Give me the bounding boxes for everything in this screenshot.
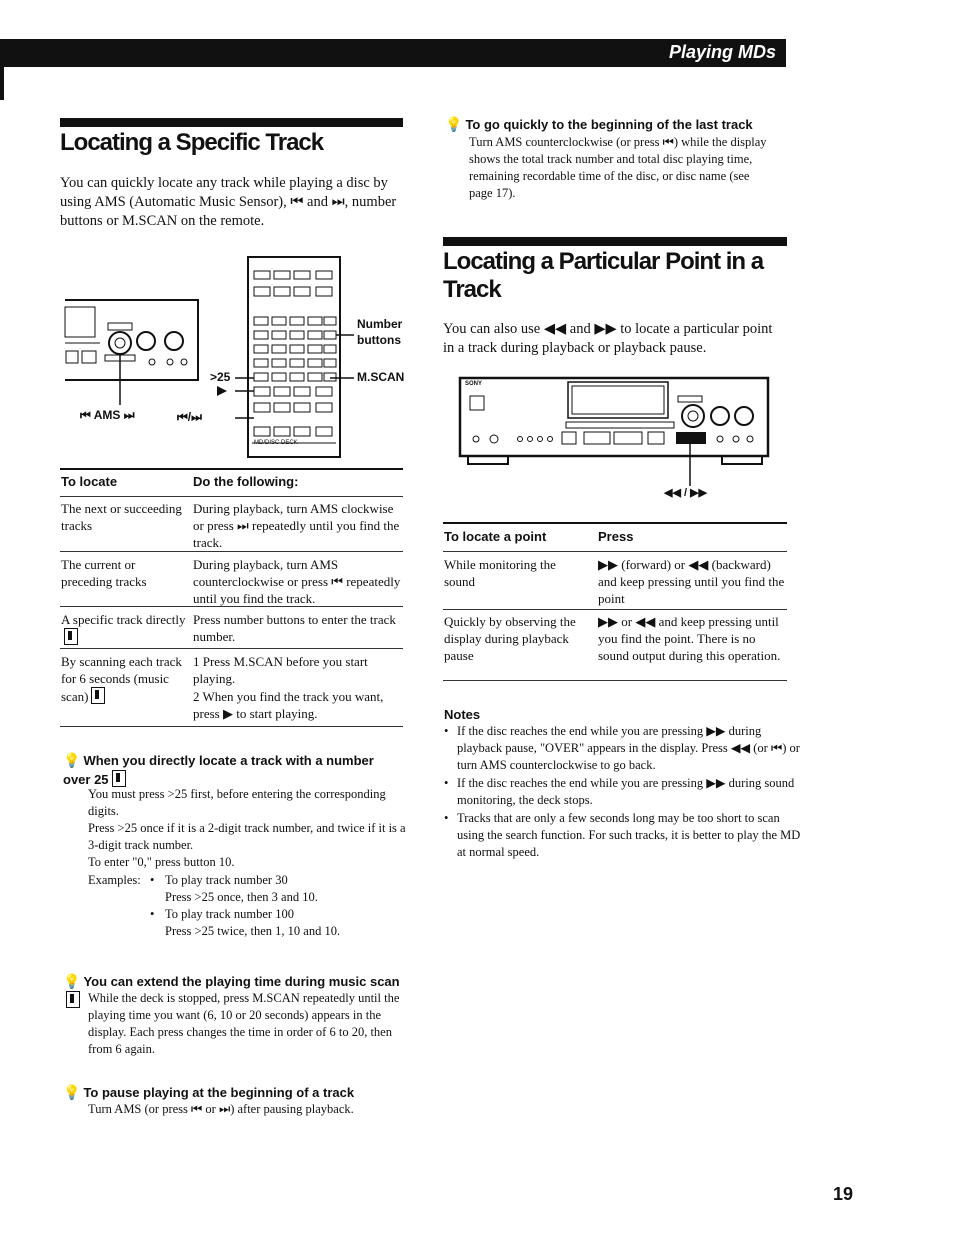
title-rule [60,118,403,127]
table-rule [60,606,403,607]
examples-label: Examples: [88,873,141,887]
deck-front-diagram [458,376,770,501]
left-intro: You can quickly locate any track while playing a disc by using AMS (Automatic Music Sensor), ⏮ and ⏭, number buttons or M.SCAN on the remote. [60,175,397,229]
lightbulb-icon: 💡 [445,117,463,133]
tip-top-heading [445,116,785,134]
tip1-line: Press >25 once if it is a 2-digit track number, and twice if it is a 3-digit track number. [88,821,406,852]
lightbulb-icon: 💡 [63,753,81,769]
table-row-3-locate [61,611,189,646]
note-item: • If the disc reaches the end while you are pressing ▶▶ during playback pause, "OVER" appears in the display. Press ◀◀ (or ⏮) or turn AMS counterclockwise to go back. [457,723,802,774]
table-row-1-action: During playback, turn AMS clockwise or press ⏭ repeatedly until you find the track. [193,501,400,550]
remote-brand: MD/DISC DECK [254,440,298,446]
section-title: Playing MDs [668,42,776,62]
table-rule [60,648,403,649]
bullet: • [150,907,155,921]
section-header-bar [0,39,786,67]
margin-mark [0,60,4,100]
page-title-left: Locating a Specific Track [60,129,324,156]
table-row-4-locate [61,653,191,705]
table-rule [443,551,787,552]
table-bottom-rule [443,680,787,681]
right-row-1-locate: While monitoring the sound [444,557,556,589]
table-row-3-text: A specific track directly [61,612,186,627]
notes-list [443,723,802,862]
ams-label: ⏮ AMS ⏭ [80,408,135,422]
note-item: • Tracks that are only a few seconds long may be too short to scan using the search function. For such tracks, it is better to play the MD at normal speed. [457,810,802,861]
mscan-label: M.SCAN [357,370,405,384]
remote-icon [64,628,78,645]
tip1-heading [63,752,393,788]
tip2-title: You can extend the playing time during music scan [83,974,400,989]
right-intro: You can also use ◀◀ and ▶▶ to locate a particular point in a track during playback or playback pause. [443,321,773,356]
table-rule [60,551,403,552]
remote-icon [66,991,80,1008]
tip1-title: When you directly locate a track with a number over 25 [63,753,374,787]
page-number: 19 [833,1184,854,1204]
remote-icon [91,687,105,704]
right-row-2-press: ▶▶ or ◀◀ and keep pressing until you find the point. There is no sound output during this operation. [598,614,781,663]
tip-top-body: Turn AMS counterclockwise (or press ⏮) while the display shows the total track number and total disc playing time, remaining recordable time of the disc, or disc name (see page 17). [469,135,767,200]
table-row-1-locate: The next or succeeding tracks [61,501,182,533]
table-top-rule [443,522,787,524]
lightbulb-icon: 💡 [63,1085,81,1101]
tip1-body [88,786,406,871]
tip3-title: To pause playing at the beginning of a track [83,1085,355,1100]
table-top-rule [60,468,403,470]
notes-heading: Notes [444,707,481,722]
rew-ff-label: ◀◀ / ▶▶ [664,487,708,499]
title-rule [443,237,787,246]
table-header-press: Press [598,529,634,544]
table-rule [443,609,787,610]
table-header-locate: To locate [61,474,118,489]
table-rule [60,496,403,497]
table-row-4-text: By scanning each track for 6 seconds (music scan) [61,654,182,704]
table-row-4-step-1: 1 Press M.SCAN before you start playing. [193,654,368,686]
right-row-2-locate: Quickly by observing the display during playback pause [444,614,576,663]
page-title-right: Locating a Particular Point in a Track [443,248,764,303]
table-header-locate-point: To locate a point [444,529,547,544]
prev-next-label: ⏮/⏭ [177,410,202,424]
table-header-action: Do the following: [193,474,299,489]
deck-and-remote-diagram [60,255,405,460]
tip-top-title: To go quickly to the beginning of the last track [465,117,753,132]
table-bottom-rule [60,726,403,727]
bullet: • [150,873,155,887]
sony-logo: SONY [465,381,483,387]
table-row-4-step-2: 2 When you find the track you want, press ▶ to start playing. [193,689,384,721]
example-2-title: To play track number 100 [165,907,294,921]
remote-icon [112,770,126,787]
example-1-detail: Press >25 once, then 3 and 10. [165,890,318,904]
tip3-body: Turn AMS (or press ⏮ or ⏭) after pausing playback. [88,1102,354,1116]
lightbulb-icon: 💡 [63,974,81,990]
tip1-line: To enter "0," press button 10. [88,855,235,869]
number-buttons-label: Number buttons [357,317,403,347]
tip2-body: While the deck is stopped, press M.SCAN repeatedly until the playing time you want (6, 10 or 20 seconds) appears in the display. Each press changes the time in order of 6 to 20, then from 6 again. [88,991,400,1056]
table-row-2-action: During playback, turn AMS counterclockwise or press ⏮ repeatedly until you find the track. [193,557,401,606]
tip1-line: You must press >25 first, before entering the corresponding digits. [88,787,386,818]
tip3-heading [63,1084,403,1102]
gt25-label: >25 [210,370,231,384]
example-2-detail: Press >25 twice, then 1, 10 and 10. [165,924,341,938]
note-item: • If the disc reaches the end while you are pressing ▶▶ during sound monitoring, the deck stops. [457,775,802,809]
example-1-title: To play track number 30 [165,873,288,887]
table-row-3-action: Press number buttons to enter the track number. [193,612,396,644]
right-row-1-press: ▶▶ (forward) or ◀◀ (backward) and keep pressing until you find the point [598,557,785,606]
table-row-2-locate: The current or preceding tracks [61,557,147,589]
